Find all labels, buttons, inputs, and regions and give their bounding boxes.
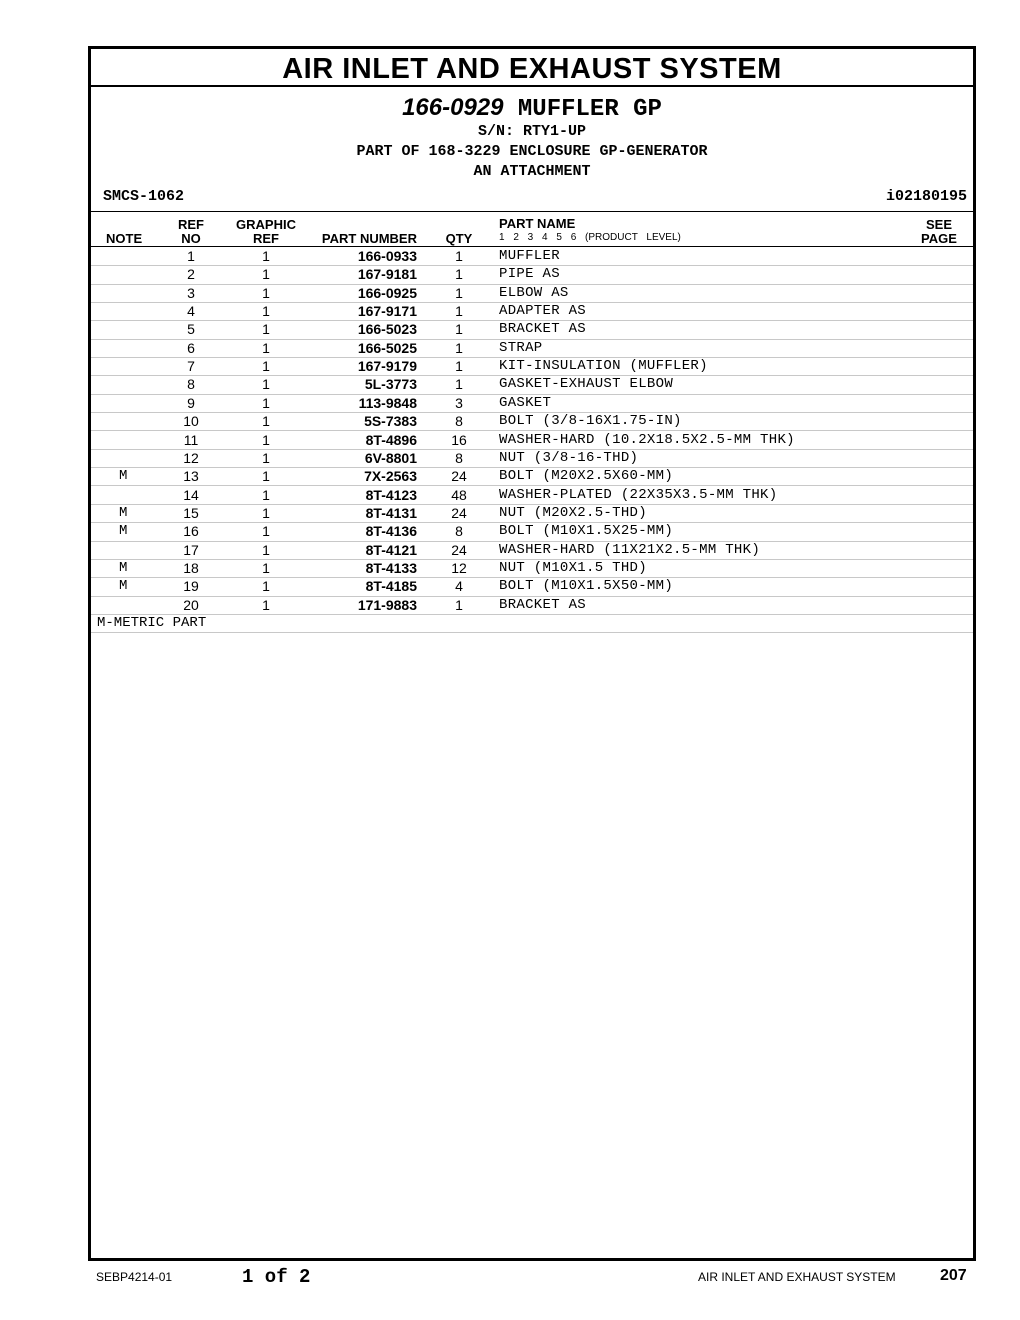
col-see-bottom: PAGE (921, 231, 957, 246)
part-of-line: PART OF 168-3229 ENCLOSURE GP-GENERATOR (356, 143, 708, 160)
row-qty: 3 (455, 394, 463, 411)
row-part-number: 6V-8801 (364, 449, 417, 466)
row-part-number: 8T-4133 (365, 559, 417, 576)
table-row (91, 449, 973, 468)
table-row (91, 486, 973, 505)
row-qty: 24 (451, 504, 467, 521)
table-row (91, 394, 973, 413)
row-graphic-ref: 1 (262, 559, 270, 576)
row-qty: 8 (455, 449, 463, 466)
row-part-number: 167-9181 (357, 266, 417, 283)
parts-sheet (88, 46, 976, 1261)
group-number: 166-0929 (402, 94, 504, 121)
footer-doc-number: SEBP4214-01 (96, 1270, 173, 1284)
row-note: M (119, 559, 128, 576)
row-part-number: 5S-7383 (364, 413, 417, 430)
table-row (91, 412, 973, 431)
row-ref-no: 3 (187, 284, 195, 301)
row-graphic-ref: 1 (262, 413, 270, 430)
col-product-level: 1 2 3 4 5 6 (PRODUCT LEVEL) (499, 232, 681, 243)
row-graphic-ref: 1 (262, 266, 270, 283)
serial-number: S/N: RTY1-UP (477, 123, 587, 140)
col-part-name: PART NAME (499, 216, 576, 231)
table-row (91, 339, 973, 358)
footer-page-of: 1 of 2 (242, 1266, 311, 1288)
table-row (91, 302, 973, 321)
row-part-number: 113-9848 (358, 394, 417, 411)
row-graphic-ref: 1 (262, 303, 270, 320)
row-qty: 1 (455, 284, 463, 301)
row-graphic-ref: 1 (262, 596, 270, 613)
col-note: NOTE (106, 231, 143, 246)
row-qty: 12 (451, 559, 467, 576)
illustration-id: i02180195 (885, 188, 967, 205)
table-row (91, 284, 973, 303)
row-part-number: 7X-2563 (364, 468, 417, 485)
row-part-name: NUT (M20X2.5-THD) (499, 504, 647, 521)
row-part-name: GASKET-EXHAUST ELBOW (499, 376, 674, 393)
footer-section: AIR INLET AND EXHAUST SYSTEM (698, 1270, 896, 1284)
row-part-name: PIPE AS (499, 266, 560, 283)
table-row (91, 357, 973, 376)
row-graphic-ref: 1 (262, 504, 270, 521)
footer-page-number: 207 (940, 1267, 967, 1284)
row-qty: 1 (455, 339, 463, 356)
row-graphic-ref: 1 (262, 248, 270, 264)
smcs-code: SMCS-1062 (103, 188, 185, 205)
table-row (91, 559, 973, 578)
row-ref-no: 17 (183, 541, 199, 558)
table-row (91, 504, 973, 523)
row-ref-no: 18 (183, 559, 199, 576)
row-graphic-ref: 1 (262, 358, 270, 375)
row-ref-no: 15 (183, 504, 199, 521)
row-part-number: 8T-4136 (365, 523, 417, 540)
row-part-number: 167-9179 (357, 358, 417, 375)
row-graphic-ref: 1 (262, 376, 270, 393)
row-graphic-ref: 1 (262, 394, 270, 411)
row-qty: 24 (451, 468, 467, 485)
row-qty: 1 (455, 321, 463, 338)
table-row (91, 467, 973, 486)
table-row (91, 541, 973, 560)
row-part-name: WASHER-PLATED (22X35X3.5-MM THK) (499, 486, 778, 503)
row-part-name: ELBOW AS (499, 284, 569, 301)
row-ref-no: 4 (187, 303, 195, 320)
row-graphic-ref: 1 (262, 523, 270, 540)
row-part-name: BRACKET AS (499, 596, 587, 613)
row-part-name: BRACKET AS (499, 321, 587, 338)
row-ref-no: 5 (187, 321, 195, 338)
row-qty: 1 (455, 596, 463, 613)
row-graphic-ref: 1 (262, 468, 270, 485)
row-part-name: KIT-INSULATION (MUFFLER) (499, 358, 708, 375)
col-ref-bottom: NO (181, 231, 201, 246)
row-note: M (119, 504, 128, 521)
col-ref-top: REF (178, 217, 204, 232)
group-name: MUFFLER GP (517, 96, 662, 123)
header-divider (91, 211, 973, 212)
row-ref-no: 6 (187, 339, 195, 356)
row-part-name: NUT (M10X1.5 THD) (499, 559, 647, 576)
col-qty: QTY (445, 231, 473, 246)
table-row (91, 431, 973, 450)
table-row (91, 522, 973, 541)
table-row (91, 375, 973, 394)
page-title: AIR INLET AND EXHAUST SYSTEM (91, 49, 973, 87)
row-part-number: 167-9171 (357, 303, 417, 320)
row-part-number: 5L-3773 (364, 376, 417, 393)
row-part-name: GASKET (499, 394, 552, 411)
row-part-name: NUT (3/8-16-THD) (499, 449, 639, 466)
row-part-name: WASHER-HARD (11X21X2.5-MM THK) (499, 541, 761, 558)
row-part-number: 166-5023 (357, 321, 417, 338)
row-ref-no: 13 (183, 468, 199, 485)
row-note: M (119, 523, 128, 540)
table-row (91, 247, 973, 266)
row-part-name: BOLT (M10X1.5X50-MM) (499, 578, 674, 595)
row-ref-no: 19 (183, 578, 199, 595)
col-graphic-top: GRAPHIC (236, 217, 296, 232)
row-qty: 1 (455, 303, 463, 320)
row-note: M (119, 578, 128, 595)
table-row (91, 265, 973, 284)
row-qty: 16 (451, 431, 467, 448)
row-part-name: MUFFLER (499, 248, 560, 264)
table-row (91, 320, 973, 339)
row-qty: 24 (451, 541, 467, 558)
table-row (91, 577, 973, 596)
col-graphic-bottom: REF (253, 231, 279, 246)
col-see-top: SEE (925, 217, 952, 232)
row-graphic-ref: 1 (262, 339, 270, 356)
row-qty: 1 (455, 358, 463, 375)
row-qty: 48 (451, 486, 467, 503)
row-ref-no: 1 (187, 248, 195, 264)
row-part-name: ADAPTER AS (499, 303, 587, 320)
row-graphic-ref: 1 (262, 578, 270, 595)
row-part-number: 8T-4121 (365, 541, 417, 558)
row-qty: 1 (455, 248, 463, 264)
row-part-name: BOLT (3/8-16X1.75-IN) (499, 413, 682, 430)
row-ref-no: 8 (187, 376, 195, 393)
col-part-number: PART NUMBER (321, 231, 417, 246)
row-part-number: 171-9883 (357, 596, 417, 613)
row-graphic-ref: 1 (262, 541, 270, 558)
row-part-name: WASHER-HARD (10.2X18.5X2.5-MM THK) (499, 431, 795, 448)
row-qty: 4 (455, 578, 463, 595)
row-ref-no: 14 (183, 486, 199, 503)
row-ref-no: 12 (183, 449, 199, 466)
row-note: M (119, 468, 128, 485)
row-qty: 8 (455, 413, 463, 430)
row-part-number: 8T-4131 (365, 504, 417, 521)
row-ref-no: 20 (183, 596, 199, 613)
metric-note-divider (91, 632, 973, 633)
row-part-number: 8T-4185 (365, 578, 417, 595)
row-part-number: 166-0933 (357, 248, 417, 264)
row-qty: 8 (455, 523, 463, 540)
row-part-number: 8T-4123 (365, 486, 417, 503)
row-graphic-ref: 1 (262, 449, 270, 466)
row-ref-no: 11 (183, 431, 199, 448)
group-heading (91, 93, 973, 125)
row-ref-no: 16 (183, 523, 199, 540)
attachment-line: AN ATTACHMENT (473, 163, 591, 180)
row-part-number: 166-5025 (357, 339, 417, 356)
row-ref-no: 10 (183, 413, 199, 430)
row-part-name: BOLT (M10X1.5X25-MM) (499, 523, 674, 540)
row-ref-no: 7 (187, 358, 195, 375)
metric-note: M-METRIC PART (97, 615, 207, 631)
row-graphic-ref: 1 (262, 321, 270, 338)
row-part-name: BOLT (M20X2.5X60-MM) (499, 468, 674, 485)
row-graphic-ref: 1 (262, 486, 270, 503)
row-part-number: 166-0925 (357, 284, 417, 301)
row-graphic-ref: 1 (262, 431, 270, 448)
table-row (91, 596, 973, 615)
row-part-number: 8T-4896 (365, 431, 417, 448)
row-part-name: STRAP (499, 339, 543, 356)
row-qty: 1 (455, 266, 463, 283)
row-qty: 1 (455, 376, 463, 393)
row-graphic-ref: 1 (262, 284, 270, 301)
row-ref-no: 2 (187, 266, 195, 283)
row-ref-no: 9 (187, 394, 195, 411)
